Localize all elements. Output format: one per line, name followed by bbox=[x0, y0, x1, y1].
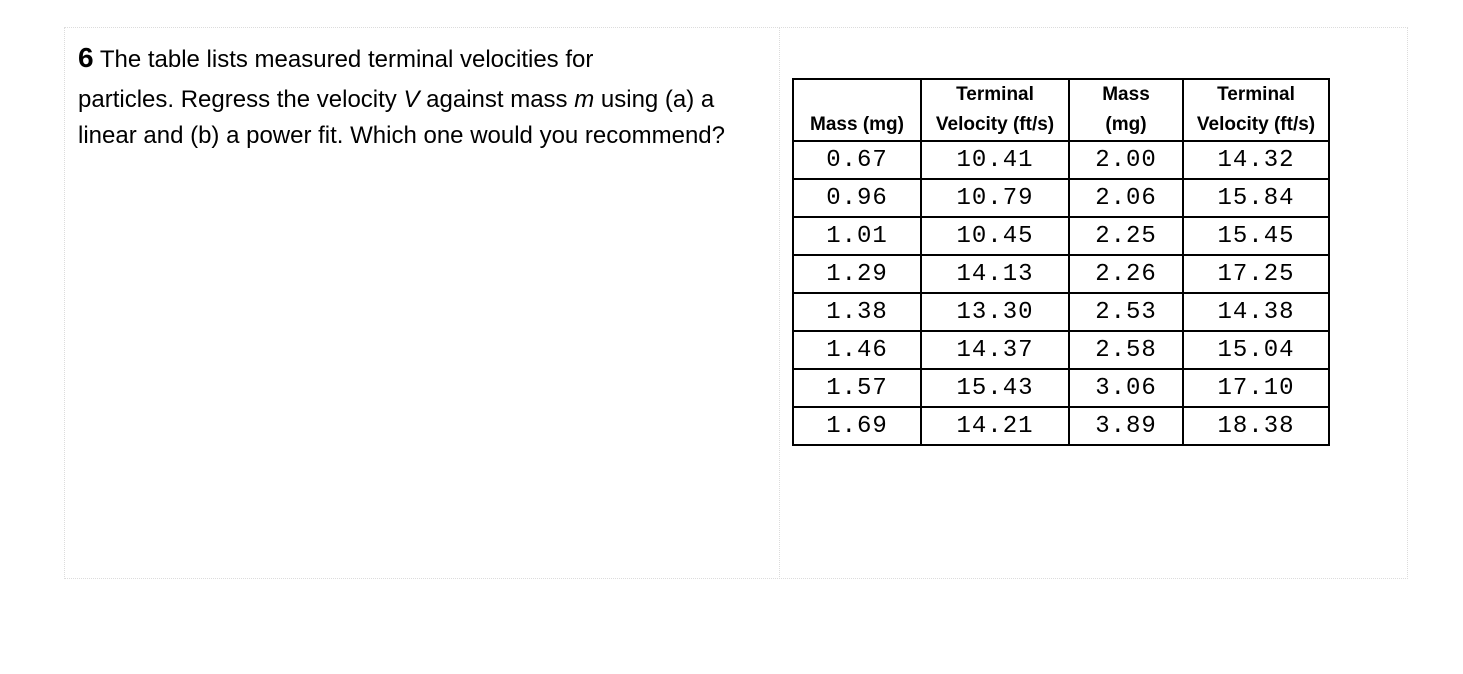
table-cell: 0.67 bbox=[793, 141, 921, 179]
problem-number: 6 bbox=[78, 42, 94, 73]
table-row bbox=[793, 217, 1329, 255]
table-cell: 14.38 bbox=[1183, 293, 1329, 331]
table-cell: 15.43 bbox=[921, 369, 1069, 407]
table-cell: 2.25 bbox=[1069, 217, 1183, 255]
table-cell: 14.37 bbox=[921, 331, 1069, 369]
table-cell: 14.13 bbox=[921, 255, 1069, 293]
table-cell: 1.46 bbox=[793, 331, 921, 369]
table-cell: 18.38 bbox=[1183, 407, 1329, 445]
table-cell: 1.69 bbox=[793, 407, 921, 445]
table-cell: 13.30 bbox=[921, 293, 1069, 331]
table-cell: 10.79 bbox=[921, 179, 1069, 217]
table-cell: 10.45 bbox=[921, 217, 1069, 255]
table-cell: 2.26 bbox=[1069, 255, 1183, 293]
table-cell: 14.21 bbox=[921, 407, 1069, 445]
velocity-table bbox=[792, 78, 1330, 446]
table-cell: 0.96 bbox=[793, 179, 921, 217]
problem-text-part2: against mass bbox=[419, 86, 575, 113]
table-header-row bbox=[793, 79, 1329, 141]
variable-m: m bbox=[574, 86, 595, 113]
header-velocity-2: Terminal Velocity (ft/s) bbox=[1183, 79, 1329, 141]
table-row bbox=[793, 407, 1329, 445]
table-row bbox=[793, 369, 1329, 407]
problem-text-part3: using (a) a linear and (b) a power fit. Which one would you recommend? bbox=[78, 86, 725, 149]
header-mass-1: Mass (mg) bbox=[793, 79, 921, 141]
table-cell: 10.41 bbox=[921, 141, 1069, 179]
column-divider bbox=[779, 27, 780, 579]
table-row bbox=[793, 141, 1329, 179]
problem-first-line bbox=[78, 40, 772, 78]
table-cell: 1.01 bbox=[793, 217, 921, 255]
table-cell: 1.38 bbox=[793, 293, 921, 331]
problem-text-line1: The table lists measured terminal velocities for bbox=[99, 46, 594, 73]
table-row bbox=[793, 255, 1329, 293]
table-cell: 17.25 bbox=[1183, 255, 1329, 293]
table-cell: 15.04 bbox=[1183, 331, 1329, 369]
table-cell: 17.10 bbox=[1183, 369, 1329, 407]
table-cell: 2.58 bbox=[1069, 331, 1183, 369]
header-velocity-1: Terminal Velocity (ft/s) bbox=[921, 79, 1069, 141]
table-cell: 3.06 bbox=[1069, 369, 1183, 407]
table-cell: 1.29 bbox=[793, 255, 921, 293]
table-cell: 2.53 bbox=[1069, 293, 1183, 331]
table-cell: 2.00 bbox=[1069, 141, 1183, 179]
table-row bbox=[793, 293, 1329, 331]
variable-v: V bbox=[403, 86, 420, 113]
table-cell: 3.89 bbox=[1069, 407, 1183, 445]
table-cell: 2.06 bbox=[1069, 179, 1183, 217]
table-row bbox=[793, 179, 1329, 217]
table-cell: 14.32 bbox=[1183, 141, 1329, 179]
table-cell: 15.84 bbox=[1183, 179, 1329, 217]
table-cell: 15.45 bbox=[1183, 217, 1329, 255]
table-row bbox=[793, 331, 1329, 369]
problem-statement bbox=[78, 40, 772, 154]
table-cell: 1.57 bbox=[793, 369, 921, 407]
header-mass-2: Mass (mg) bbox=[1069, 79, 1183, 141]
problem-text-part1: particles. Regress the velocity bbox=[78, 86, 404, 113]
